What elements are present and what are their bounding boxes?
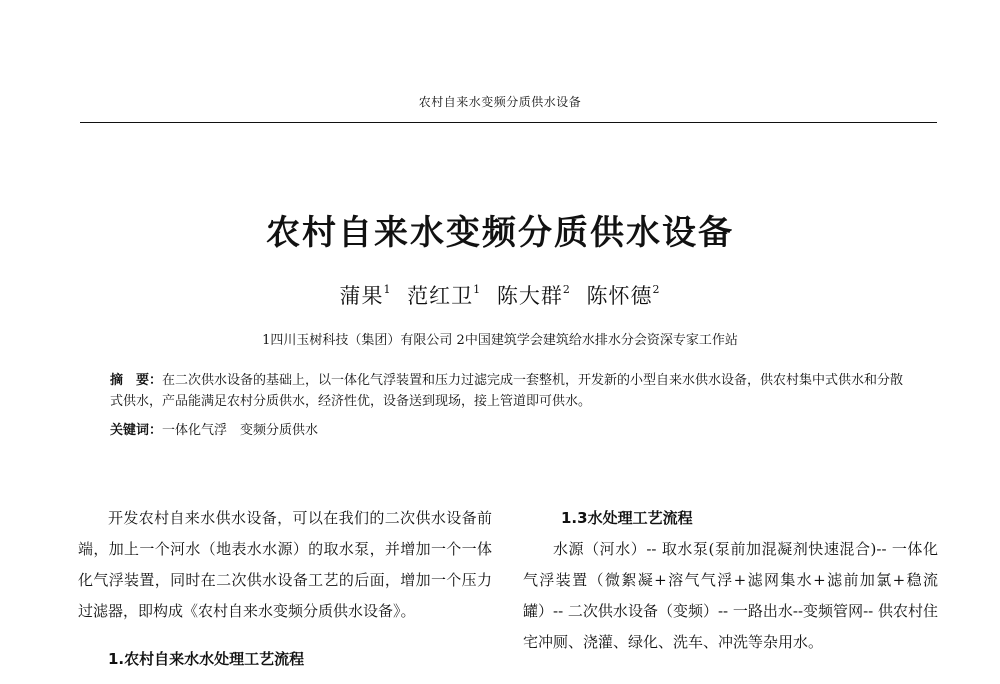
intro-paragraph: 开发农村自来水供水设备，可以在我们的二次供水设备前端，加上一个河水（地表水水源）的取水泵，并增加一个一体化气浮装置，同时在二次供水设备工艺的后面，增加一个压力过滤器，即构成《农村自来水变频分质供水设备》。 bbox=[78, 509, 492, 620]
subsection-heading: 1.3水处理工艺流程 bbox=[561, 509, 693, 527]
keywords-text: 一体化气浮 变频分质供水 bbox=[162, 423, 319, 438]
left-column bbox=[78, 503, 492, 675]
paper-title: 农村自来水变频分质供水设备 bbox=[266, 213, 734, 253]
right-column bbox=[523, 503, 938, 658]
process-flow-paragraph: 水源（河水）-- 取水泵(泵前加混凝剂快速混合)-- 一体化气浮装置（微絮凝+溶气气浮+滤网集水+滤前加氯+稳流罐）-- 二次供水设备（变频）-- 一路出水--变频管网-- 供农村住宅冲厕、浇灌、绿化、洗车、冲洗等杂用水。 bbox=[523, 540, 938, 651]
running-head: 农村自来水变频分质供水设备 bbox=[418, 95, 582, 109]
affiliations: 1四川玉树科技（集团）有限公司 2中国建筑学会建筑给水排水分会资深专家工作站 bbox=[262, 333, 738, 348]
section-heading: 1.农村自来水水处理工艺流程 bbox=[108, 650, 305, 668]
abstract-text: 在二次供水设备的基础上，以一体化气浮装置和压力过滤完成一套整机，开发新的小型自来水供水设备，供农村集中式供水和分散式供水，产品能满足农村分质供水，经济性优，设备送到现场，接上管道即可供水。 bbox=[110, 373, 904, 409]
header-rule bbox=[80, 122, 937, 123]
author: 蒲果$^1$ bbox=[339, 283, 392, 308]
author: 陈怀德$^2$ bbox=[586, 283, 661, 308]
abstract bbox=[110, 370, 910, 412]
keywords-label: 关键词： bbox=[110, 423, 163, 438]
author: 陈大群$^2$ bbox=[496, 283, 571, 308]
author-list bbox=[0, 280, 1000, 310]
keywords bbox=[110, 419, 910, 438]
abstract-label: 摘 要： bbox=[110, 373, 163, 388]
author: 范红卫$^1$ bbox=[407, 283, 482, 308]
